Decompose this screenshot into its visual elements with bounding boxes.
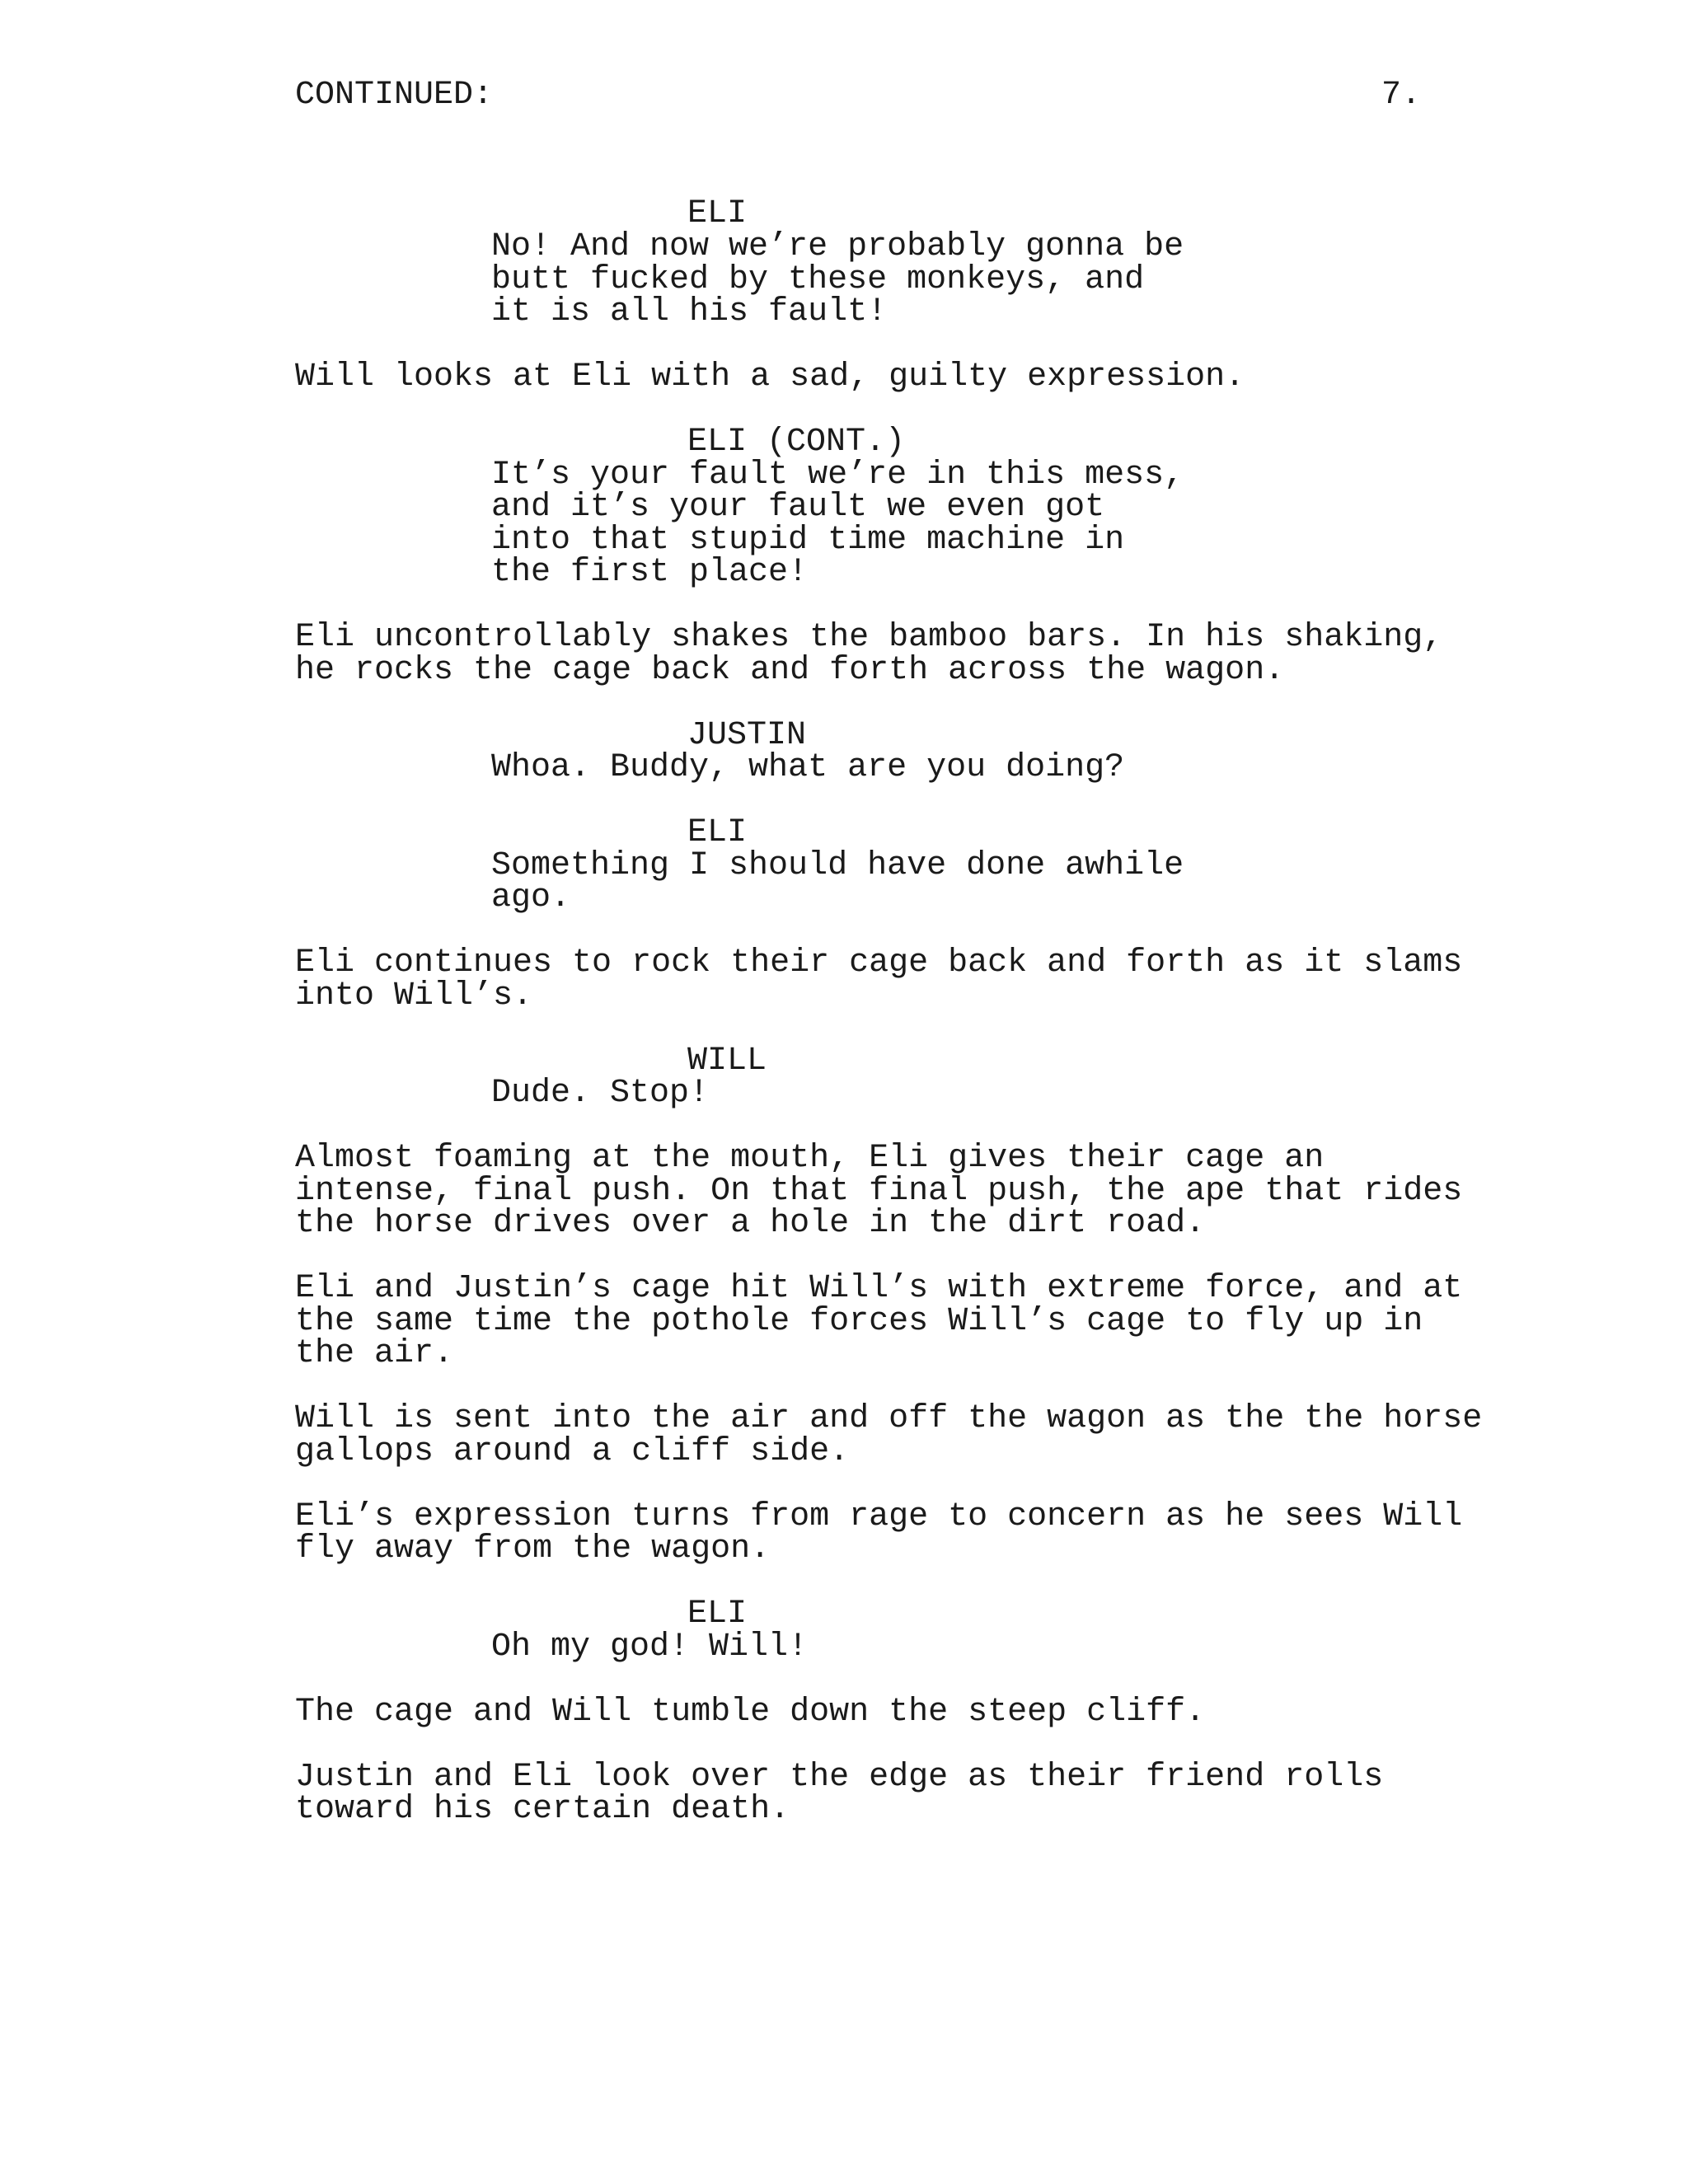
page-number: 7. — [1381, 77, 1422, 114]
action-line: he rocks the cage back and forth across the wagon. — [295, 652, 1285, 689]
action-line: into Will’s. — [295, 977, 533, 1015]
dialogue-line: It’s your fault we’re in this mess, — [491, 457, 1184, 494]
dialogue-line: and it’s your fault we even got — [491, 489, 1105, 526]
action-line: fly away from the wagon. — [295, 1530, 771, 1568]
continued-label: CONTINUED: — [295, 77, 494, 114]
dialogue-line: ago. — [491, 879, 571, 916]
dialogue-line: Oh my god! Will! — [491, 1629, 809, 1666]
action-line: Eli continues to rock their cage back and forth as it slams — [295, 944, 1463, 982]
dialogue-line: Something I should have done awhile — [491, 847, 1184, 884]
action-line: Eli uncontrollably shakes the bamboo bars. In his shaking, — [295, 619, 1443, 656]
action-line: the air. — [295, 1335, 454, 1372]
dialogue-line: into that stupid time machine in — [491, 522, 1125, 559]
dialogue-line: the first place! — [491, 554, 809, 591]
action-line: Eli and Justin’s cage hit Will’s with extreme force, and at — [295, 1270, 1463, 1307]
action-line: intense, final push. On that final push, the ape that rides — [295, 1173, 1463, 1210]
character-cue: WILL — [687, 1043, 767, 1080]
character-cue: ELI — [687, 195, 748, 232]
dialogue-line: No! And now we’re probably gonna be — [491, 228, 1184, 265]
action-line: Will looks at Eli with a sad, guilty expression. — [295, 359, 1245, 396]
action-line: The cage and Will tumble down the steep cliff. — [295, 1694, 1206, 1731]
character-cue: ELI (CONT.) — [687, 424, 906, 461]
action-line: gallops around a cliff side. — [295, 1433, 850, 1470]
dialogue-line: Whoa. Buddy, what are you doing? — [491, 749, 1125, 786]
action-line: Justin and Eli look over the edge as their friend rolls — [295, 1759, 1384, 1796]
character-cue: ELI — [687, 1596, 748, 1633]
action-line: Will is sent into the air and off the wagon as the the horse — [295, 1400, 1483, 1437]
dialogue-line: butt fucked by these monkeys, and — [491, 261, 1145, 298]
action-line: the horse drives over a hole in the dirt road. — [295, 1205, 1206, 1242]
action-line: the same time the pothole forces Will’s cage to fly up in — [295, 1303, 1423, 1340]
dialogue-line: it is all his fault! — [491, 293, 888, 330]
character-cue: JUSTIN — [687, 717, 807, 754]
character-cue: ELI — [687, 814, 748, 851]
dialogue-line: Dude. Stop! — [491, 1075, 710, 1112]
action-line: Eli’s expression turns from rage to concern as he sees Will — [295, 1498, 1463, 1535]
action-line: toward his certain death. — [295, 1791, 790, 1828]
action-line: Almost foaming at the mouth, Eli gives their cage an — [295, 1140, 1325, 1177]
